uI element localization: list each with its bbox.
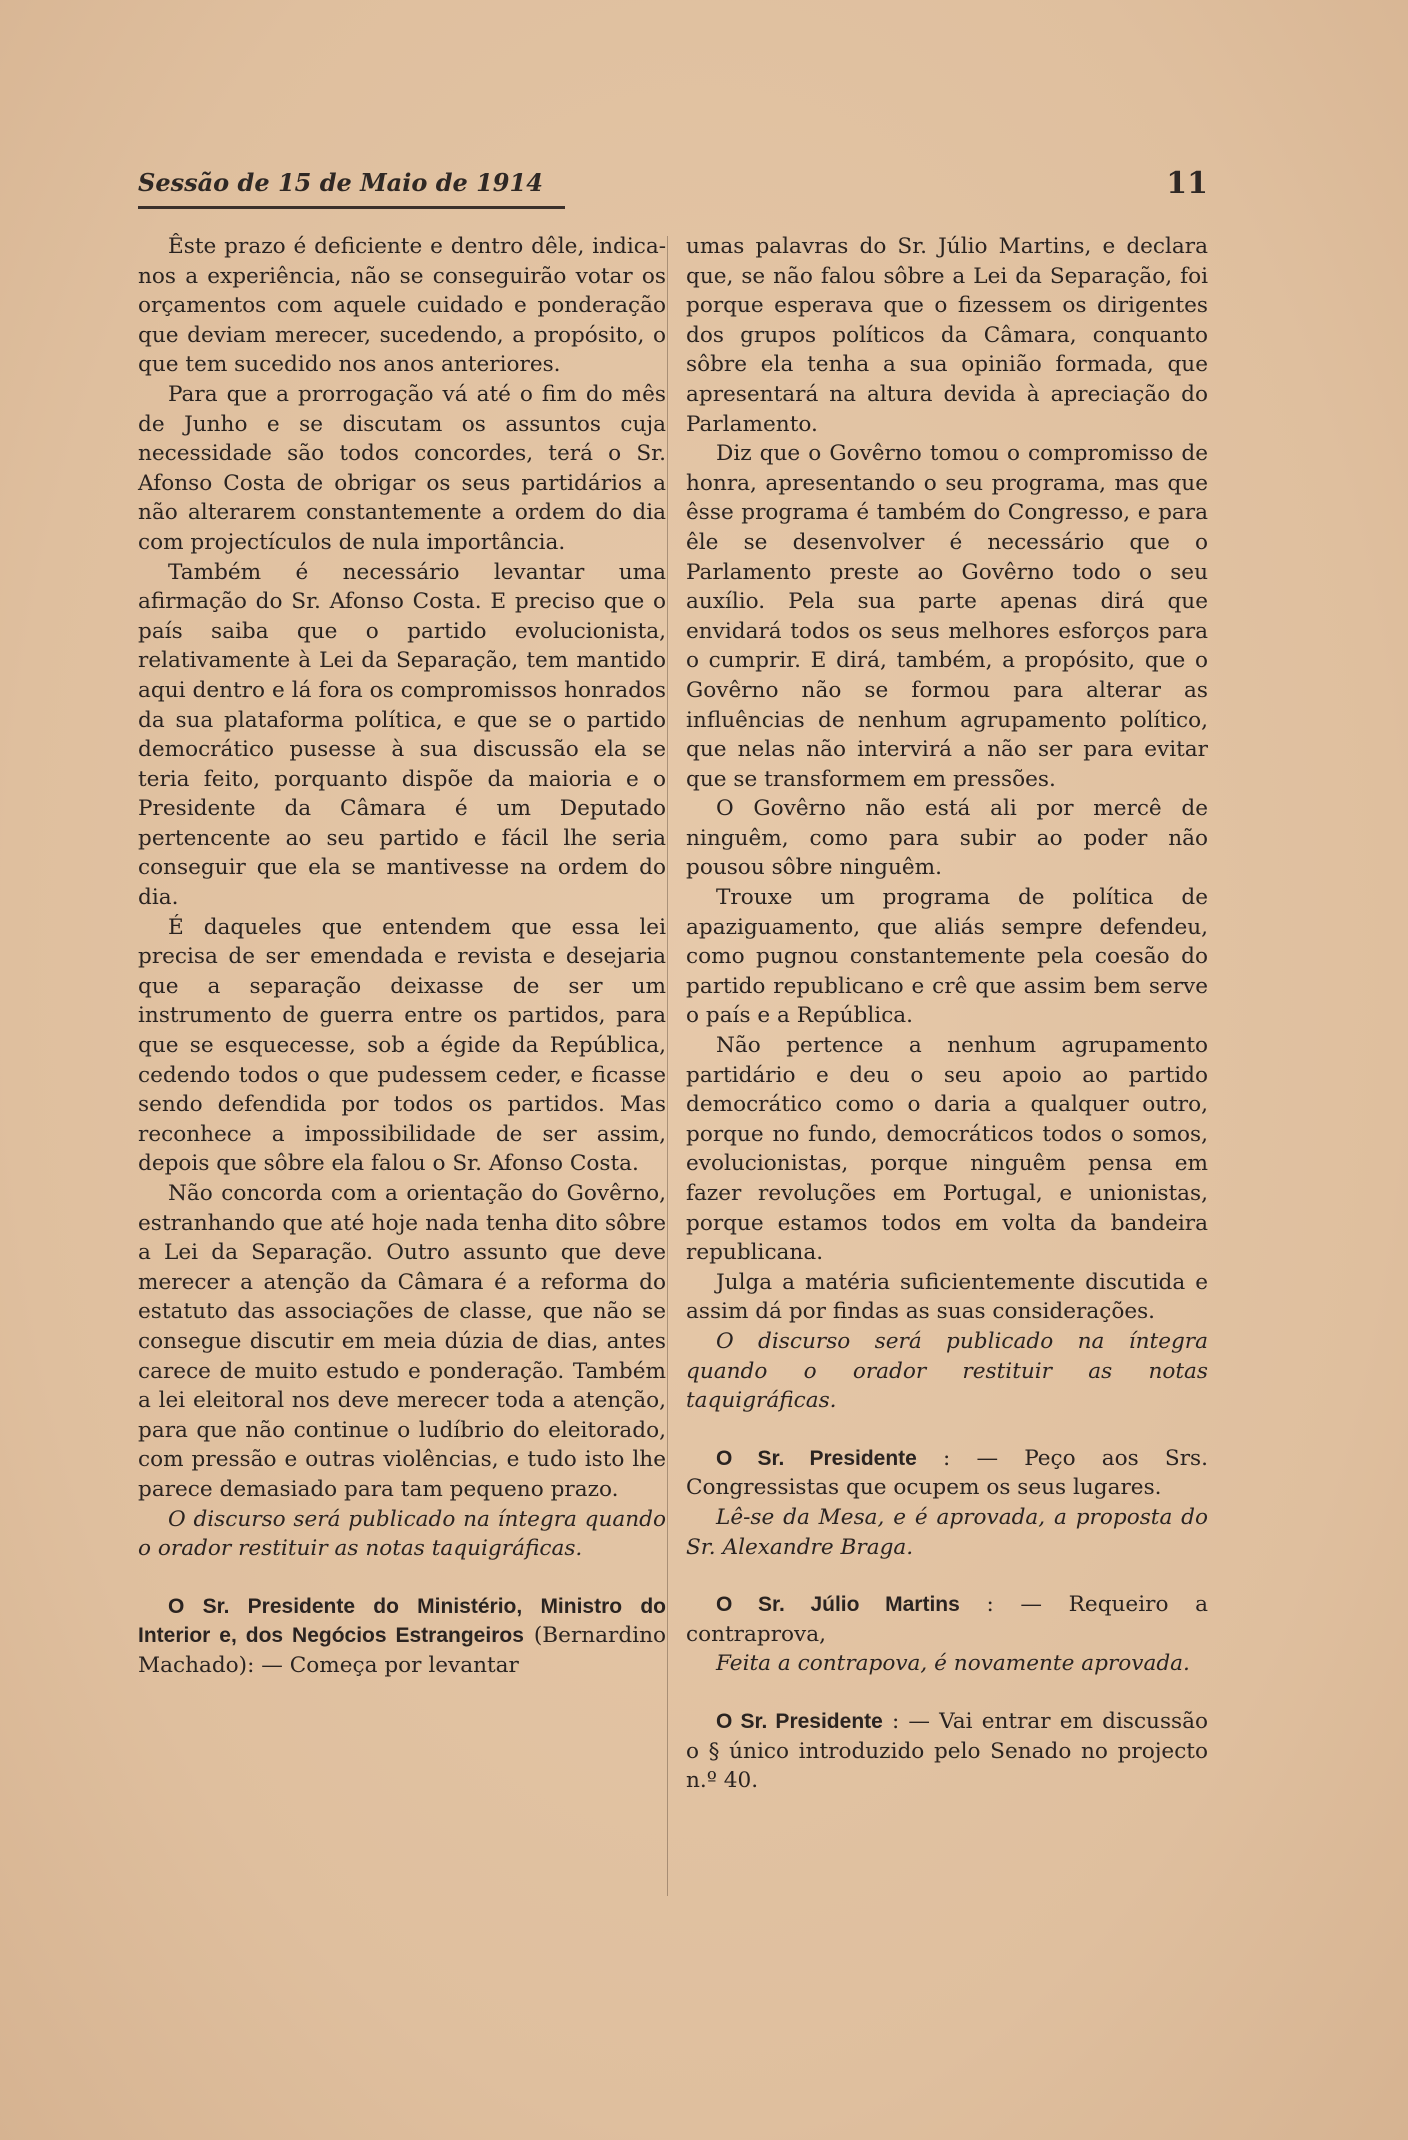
paragraph: Não pertence a nenhum agrupamento partidário e deu o seu apoio ao partido democrático como o daria a qualquer outro, porque no fundo, democráticos todos o somos, evolucionistas, porque ninguêm pensa em fazer revoluções em Portugal, e unionistas, porque estamos todos em volta da bandeira republicana. <box>686 1033 1208 1266</box>
paragraph: Não concorda com a orientação do Govêrno, estranhando que até hoje nada tenha dito sôbre a Lei da Separação. Outro assunto que deve merecer a atenção da Câmara é a reforma do estatuto das associações de classe, que não se consegue discutir em meia dúzia de dias, antes carece de muito estudo e ponderação. Também a lei eleitoral nos deve merecer toda a atenção, para que não continue o ludíbrio do eleitorado, com pressão e outras violências, e tudo isto lhe parece demasiado para tam pequeno prazo. <box>138 1181 666 1502</box>
editorial-note: Lê-se da Mesa, e é aprovada, a proposta do Sr. Alexandre Braga. <box>686 1504 1208 1560</box>
paragraph: umas palavras do Sr. Júlio Martins, e declara que, se não falou sôbre a Lei da Separação, foi porque esperava que o fizessem os dirigentes dos grupos políticos da Câmara, conquanto sôbre ela tenha a sua opinião formada, que apresentará na altura devida à apreciação do Parlamento. <box>686 234 1208 437</box>
paragraph: É daqueles que entendem que essa lei precisa de ser emendada e revista e desejaria que a separação deixasse de ser um instrumento de guerra entre os partidos, para que se esquecesse, sob a égide da República, cedendo todos o que pudessem ceder, e ficasse sendo defendida por todos os partidos. Mas reconhece a impossibilidade de ser assim, depois que sôbre ela falou o Sr. Afonso Costa. <box>138 914 666 1177</box>
editorial-note: Feita a contrapova, é novamente aprovada. <box>716 1651 1190 1677</box>
page-header <box>138 168 1208 208</box>
speaker-name: O Sr. Presidente <box>716 1446 917 1470</box>
editorial-note: O discurso será publicado na íntegra quando o orador restituir as notas taquigráficas. <box>138 1506 666 1562</box>
paragraph: Para que a prorrogação vá até o fim do mês de Junho e se discutam os assuntos cuja necessidade são todos concordes, terá o Sr. Afonso Costa de obrigar os seus partidários a não alterarem constantemente a ordem do dia com projectículos de nula importância. <box>138 381 666 555</box>
speaker-text: (Bernardino Machado): — Começa por levantar <box>138 1623 667 1678</box>
speaker-name: O Sr. Júlio Martins <box>716 1593 960 1617</box>
left-column <box>138 232 666 1681</box>
page-number: 11 <box>1166 166 1208 201</box>
speaker-paragraph <box>138 1592 666 1681</box>
speaker-text: : — Peço aos Srs. Congressistas que ocupem os seus lugares. <box>686 1445 1208 1501</box>
right-column <box>686 232 1208 1796</box>
speaker-name: O Sr. Presidente <box>716 1709 883 1733</box>
paragraph: Julga a matéria suficientemente discutida e assim dá por findas as suas considerações. <box>686 1269 1208 1325</box>
header-rule <box>138 206 565 209</box>
column-divider <box>667 236 668 1896</box>
paragraph: Trouxe um programa de política de apaziguamento, que aliás sempre defendeu, como pugnou constantemente pela coesão do partido republicano e crê que assim bem serve o país e a República. <box>686 885 1208 1029</box>
speaker-paragraph <box>686 1590 1208 1649</box>
paragraph: Diz que o Govêrno tomou o compromisso de honra, apresentando o seu programa, mas que êsse programa é também do Congresso, e para êle se desenvolver é necessário que o Parlamento preste ao Govêrno todo o seu auxílio. Pela sua parte apenas dirá que envidará todos os seus melhores esforços para o cumprir. E dirá, também, a propósito, que o Govêrno não se formou para alterar as influências de nenhum agrupamento político, que nelas não intervirá a não ser para evitar que se transformem em pressões. <box>686 441 1208 792</box>
editorial-note: O discurso será publicado na íntegra quando o orador restituir as notas taquigráficas. <box>686 1328 1208 1414</box>
speaker-paragraph <box>686 1444 1208 1503</box>
speaker-text: : — Requeiro a contraprova, <box>686 1592 1208 1647</box>
paragraph: Também é necessário levantar uma afirmação do Sr. Afonso Costa. E preciso que o país saiba que o partido evolucionista, relativamente à Lei da Separação, tem mantido aqui dentro e lá fora os compromissos honrados da sua plataforma política, e que se o partido democrático pusesse à sua discussão ela se teria feito, porquanto dispõe da maioria e o Presidente da Câmara é um Deputado pertencente ao seu partido e fácil lhe seria conseguir que ela se mantivesse na ordem do dia. <box>138 559 666 911</box>
speaker-paragraph <box>686 1707 1208 1796</box>
speaker-text: : — Vai entrar em discussão o § único introduzido pelo Senado no projecto n.º 40. <box>686 1708 1208 1794</box>
paragraph: Êste prazo é deficiente e dentro dêle, indica-nos a experiência, não se conseguirão votar os orçamentos com aquele cuidado e ponderação que deviam merecer, sucedendo, a propósito, o que tem sucedido nos anos anteriores. <box>138 234 666 378</box>
paragraph: O Govêrno não está ali por mercê de ninguêm, como para subir ao poder não pousou sôbre ninguêm. <box>686 796 1208 881</box>
speaker-name: O Sr. Presidente do Ministério, Ministro do Interior e, dos Negócios Estrangeiros <box>138 1594 666 1648</box>
session-title: Sessão de 15 de Maio de 1914 <box>138 168 543 197</box>
